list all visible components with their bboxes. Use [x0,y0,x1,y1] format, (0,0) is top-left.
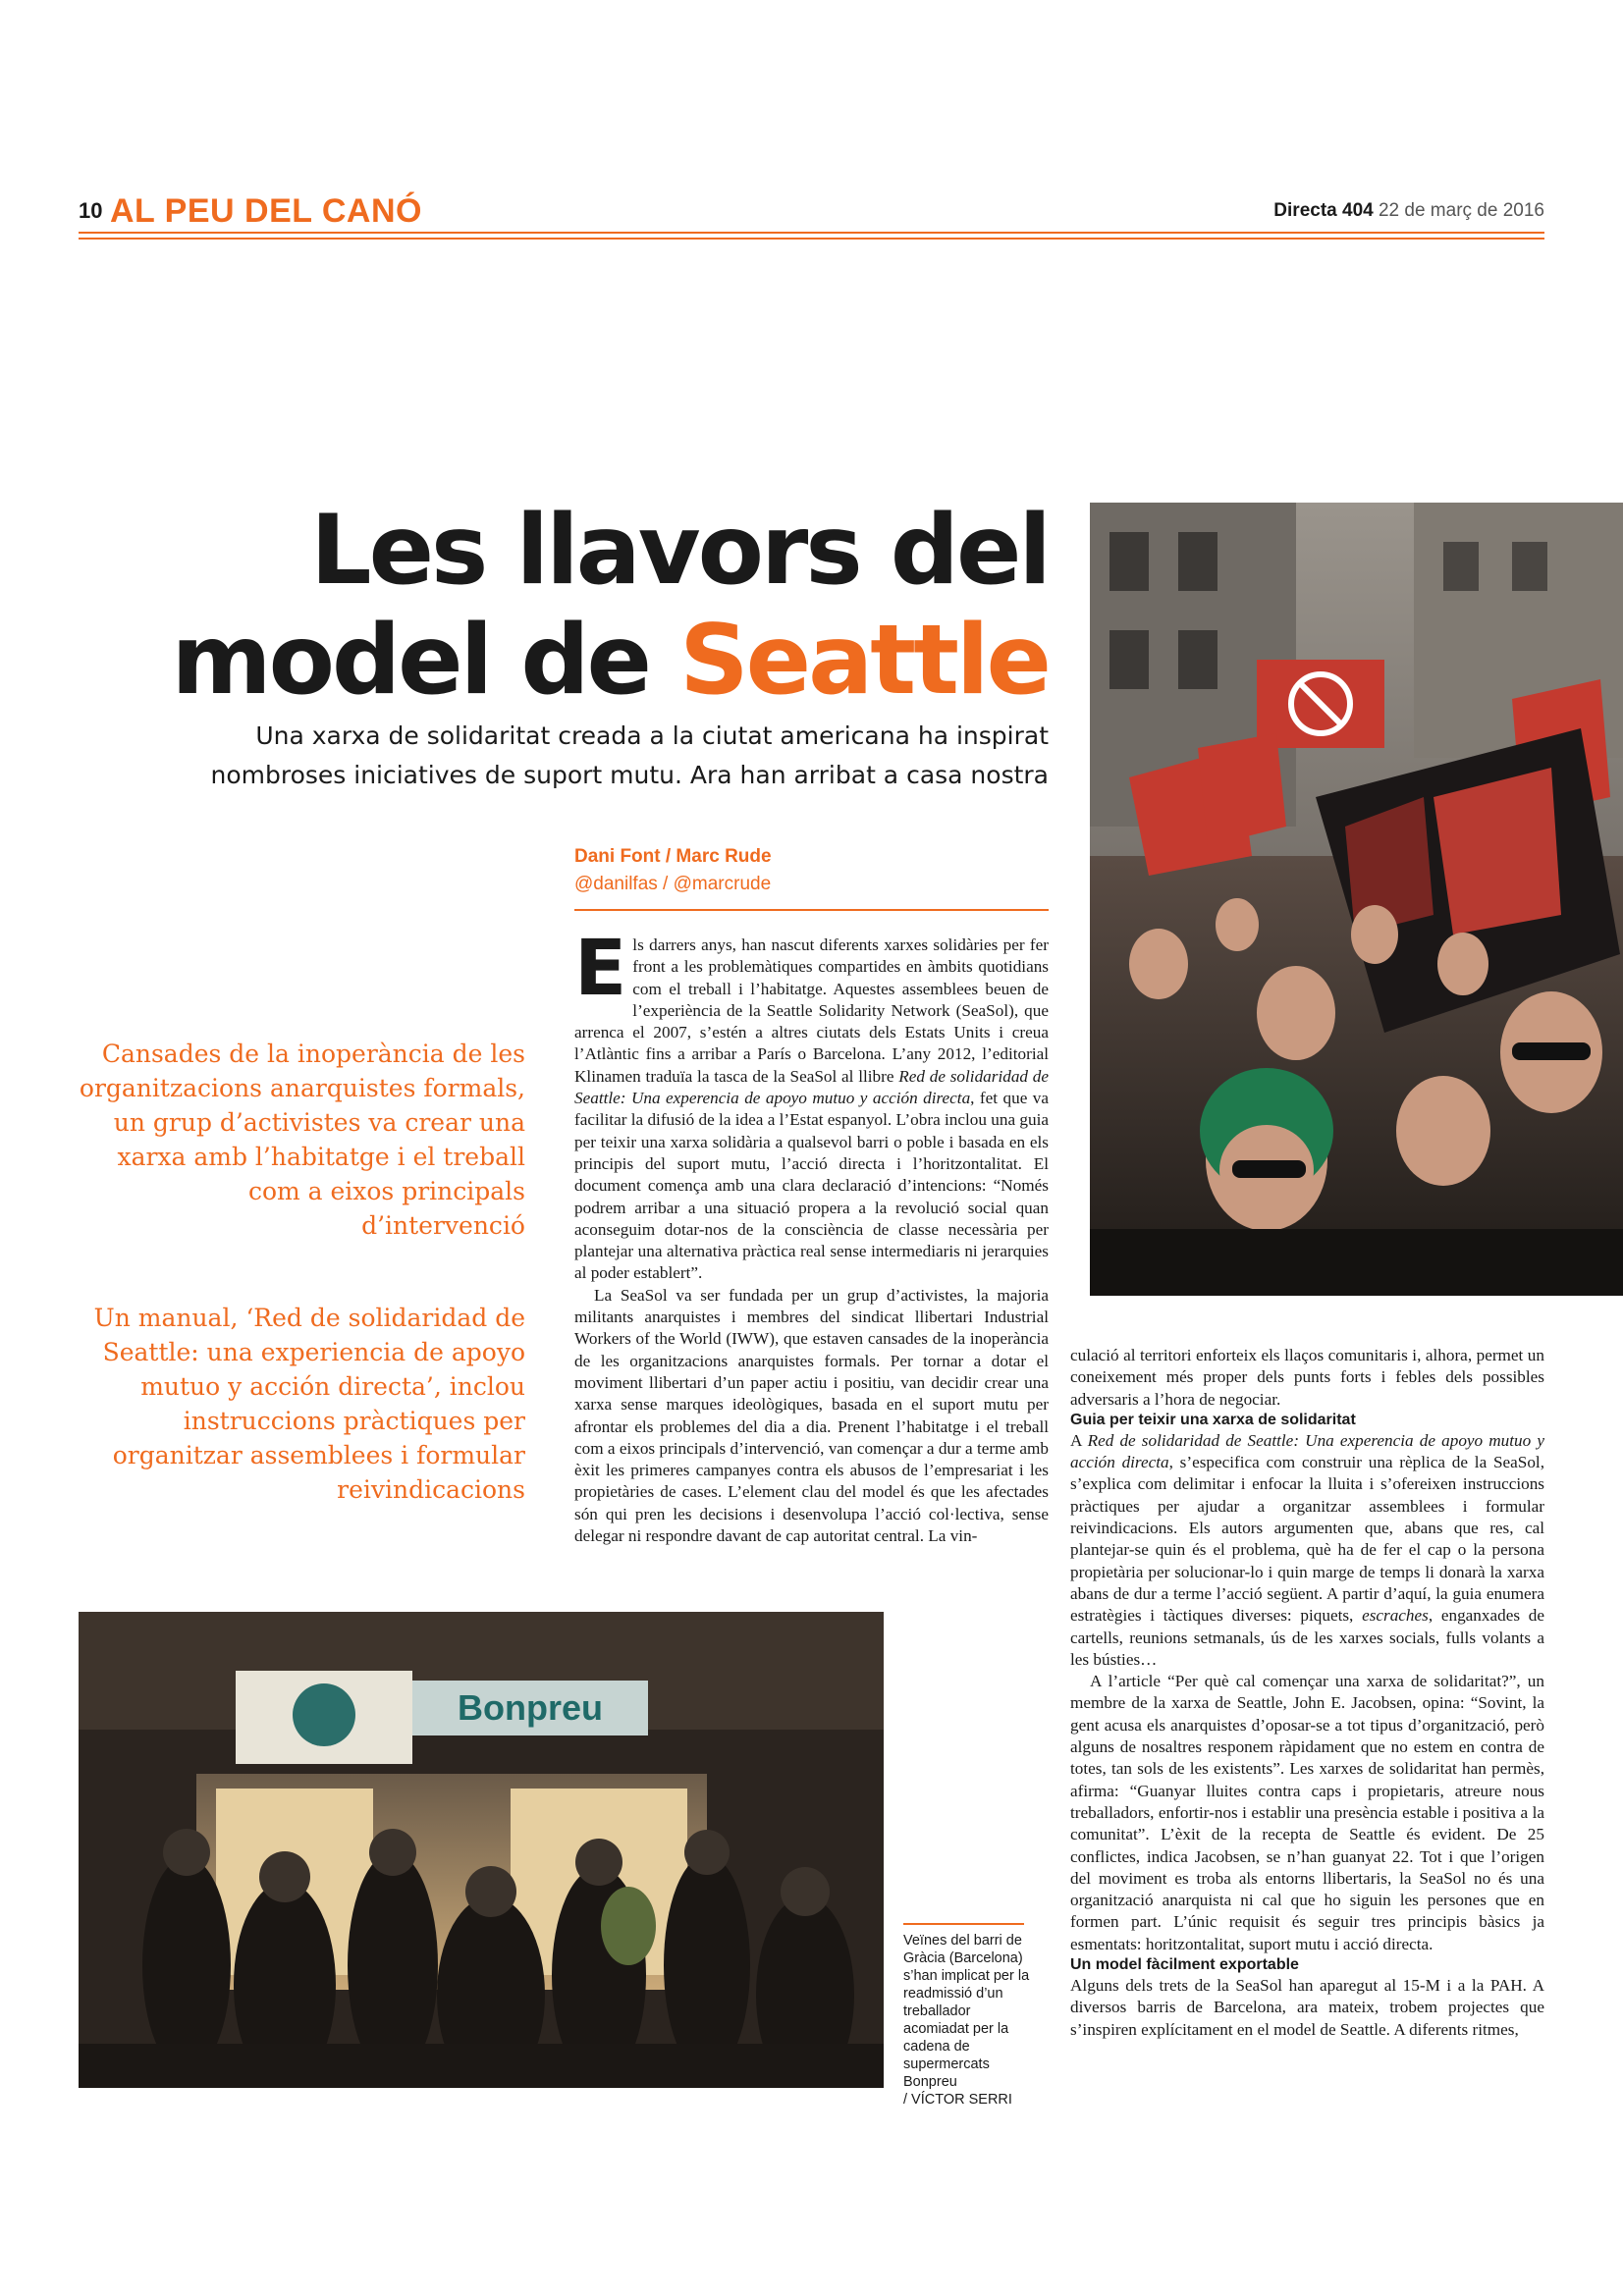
body-paragraph-6: Alguns dels trets de la SeaSol han aparegut al 15-M i a la PAH. A diversos barris de Barcelona, ara mateix, trobem projectes que s’inspiren explícitament en el model de Seattle. A diferents ritmes, [1070,1976,1544,2039]
subhead-model: Un model fàcilment exportable [1070,1956,1299,1974]
body-paragraph-4 [1070,1430,1544,1671]
title-line-2-text: model de [171,605,680,717]
p4-emphasis: escraches [1362,1606,1429,1626]
subhead-guide: Guia per teixir una xarxa de solidaritat [1070,1411,1356,1428]
subtitle-line-1: Una xarxa de solidaritat creada a la ciutat americana ha inspirat [255,721,1049,750]
article-subtitle [116,717,1049,795]
article-title [165,496,1049,716]
p1-book-title: Red de solidaridad de Seattle: Una experencia de apoyo mutuo y acción directa [574,1066,1049,1108]
p1-text-b: , fet que va facilitar la difusió de la idea a l’Estat espanyol. L’obra inclou una guia per teixir una xarxa solidària a qualsevol barri o poble i basada en els principis del suport mutu, l’acció directa i l’horitzontalitat. El document comença amb una clara declaració d’intencions: “Només podrem arribar a una situació propera a la revolució social quan aconseguim dotar-nos de la consciència de classe necessària per plantejar una alternativa pràctica real sense intermediaris ni jerarquies al poder establert”. [574,1089,1049,1283]
body-column-right [1070,1345,1544,2041]
body-paragraph-3: culació al territori enforteix els llaços comunitaris i, alhora, permet un coneixement més proper dels punts forts i febles dels possibles adversaris a l’hora de negociar. [1070,1346,1544,1409]
body-paragraph-2: La SeaSol va ser fundada per un grup d’activistes, la majoria militants anarquistes i membres del sindicat llibertari Industrial Workers of the World (IWW), que estaven cansades de la inoperància de les organitzacions anarquistes formals. Per tornar a dotar el moviment llibertari d’un paper actiu i positiu, van decidir crear una xarxa sense marques ideològiques, basada en el suport mutu per afrontar els problemes del dia a dia. Prenent l’habitatge i el treball com a eixos principals d’intervenció, van començar a dur a terme amb èxit les primeres campanyes contra els abusos de l’empresariat i les propietàries de cases. L’element clau del model és que les afectades són qui pren les decisions i desenvolupa l’acció col·lectiva, sense delegar ni respondre davant de cap autoritat central. La vin- [574,1285,1049,1546]
page-number: 10 [79,198,103,223]
bonpreu-photo-illustration [79,1612,884,2088]
body-paragraph-5: A l’article “Per què cal començar una xarxa de solidaritat?”, un membre de la xarxa de Seattle, John E. Jacobsen, opina: “Sovint, la gent acusa els anarquistes d’oposar-se a tot tipus d’organització, però alguns de nosaltres responem ràpidament que no estem en contra de totes, tan sols de les existents”. Les xarxes de solidaritat han permès, afirma: “Guanyar lluites contra caps i propietaris, atreure nous treballadors, enfortir-nos i establir una presència estable i positiva a la comunitat”. L’èxit de la recepta de Seattle és evident. De 25 conflictes, indica Jacobsen, se n’han guanyat 22. Tot i que l’origen del moviment es troba als entorns llibertaris, la SeaSol no és una organització anarquista ni cal que ho siguin les persones que en formen part. L’únic requisit és seguir tres principis bàsics ja esmentats: horitzontalitat, suport mutu i acció directa. [1070,1672,1544,1953]
bonpreu-photo [79,1612,884,2088]
p4-pre: A [1070,1430,1088,1450]
p4-text-a: , s’especifica com construir una rèplica de la SeaSol, s’explica com delimitar i enfocar la lluita i s’ofereixen instruccions pràctiques per ajudar a organitzar assemblees i formular reivindicacions. Els autors argumenten que, abans que res, cal plantejar-se quin és el problema, què ha de fer el cap o la persona propietària per solucionar-lo i quin marge de temps li donarà la xarxa abans de dur a terme l’acció següent. A partir d’aquí, la guia enumera estratègies i tàctiques diverses: piquets, [1070,1453,1544,1626]
p4-book-title: Red de solidaridad de Seattle: Una experencia de apoyo mutuo y acción directa [1070,1430,1544,1472]
body-paragraph-1 [574,925,1049,1285]
p4-text-b: , enganxades de cartells, reunions setmanals, ús de les xarxes socials, fulls volants a les bústies… [1070,1606,1544,1669]
publication-name: Directa 404 [1273,200,1374,221]
body-column-middle [574,925,1049,1547]
section-title: AL PEU DEL CANÓ [110,192,422,230]
drop-cap: E [574,925,627,1013]
protest-photo-illustration [1090,503,1623,1296]
protest-photo [1090,503,1623,1296]
pull-quote-1: Cansades de la inoperància de les organitzacions anarquistes formals, un grup d’activistes va crear una xarxa amb l’habitatge i el treball com a eixos principals d’intervenció [79,1040,525,1240]
pull-quote-2: Un manual, ‘Red de solidaridad de Seattle: una experiencia de apoyo mutuo y acción directa’, inclou instruccions pràctiques per organitzar assemblees i formular reivindicacions [93,1304,525,1504]
issue-date: 22 de març de 2016 [1378,200,1544,221]
byline-rule [574,909,1049,911]
title-line-1: Les llavors del [310,495,1049,607]
header-rule-bottom [79,238,1544,240]
subtitle-line-2: nombroses iniciatives de suport mutu. Ara han arribat a casa nostra [210,761,1049,789]
byline-authors: Dani Font / Marc Rude [574,846,772,867]
store-sign: Bonpreu [458,1687,603,1728]
photo-credit: / VÍCTOR SERRI [903,2092,1012,2108]
caption-text: Veïnes del barri de Gràcia (Barcelona) s’han implicat per la readmissió d’un treballador acomiadat per la cadena de supermercats Bonpreu [903,1933,1030,2090]
issue-info [1273,200,1544,222]
byline-handles: @danilfas / @marcrude [574,874,772,894]
photo-caption [903,1932,1036,2109]
p1-text-a: ls darrers anys, han nascut diferents xarxes solidàries per fer front a les problemàtiques compartides en àmbits quotidians com el treball i l’habitatge. Aquestes assemblees beuen de l’experiència de la Seattle Solidarity Network (SeaSol), que arrenca el 2007, s’estén a altres ciutats dels Estats Units i creua l’Atlàntic fins a arribar a París o Barcelona. L’any 2012, l’editorial Klinamen traduïa la tasca de la SeaSol al llibre [574,935,1049,1086]
caption-rule [903,1923,1024,1925]
title-line-2 [165,606,1049,716]
title-accent-word: Seattle [679,605,1049,717]
header-rule-top [79,232,1544,234]
